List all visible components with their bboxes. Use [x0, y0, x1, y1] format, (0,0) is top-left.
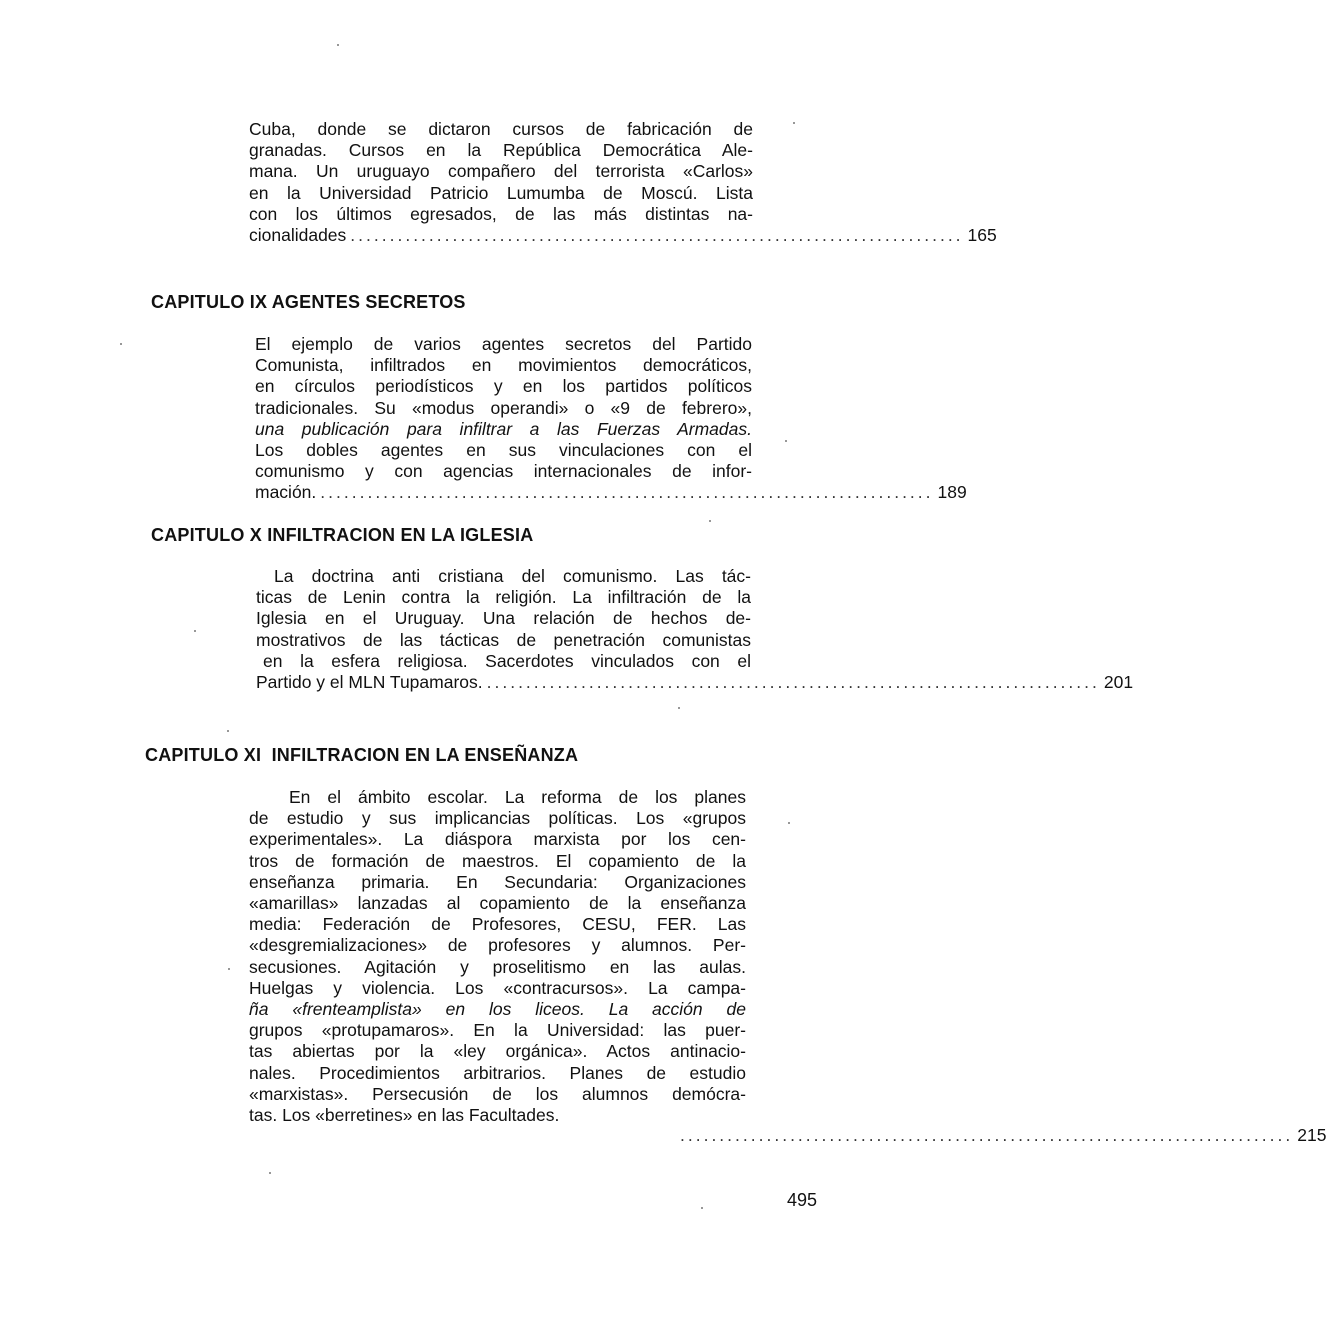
chapter-text-line: en la esfera religiosa. Sacerdotes vinculados con el	[263, 650, 751, 671]
scan-speck	[194, 630, 196, 632]
chapter-text-line: una publicación para infiltrar a las Fuerzas Armadas.	[255, 418, 752, 439]
chapter-heading: CAPITULO IX AGENTES SECRETOS	[151, 292, 466, 312]
chapter-last-line: tas. Los «berretines» en las Facultades.	[249, 1105, 560, 1126]
chapter-text-line: enseñanza primaria. En Secundaria: Organizaciones	[249, 871, 746, 892]
chapter-text-line: ticas de Lenin contra la religión. La infiltración de la	[256, 587, 751, 608]
chapter-text-line: En el ámbito escolar. La reforma de los planes	[289, 787, 746, 807]
dot-leader: ..............................................................................	[486, 672, 1100, 693]
entry-leader-line	[249, 225, 997, 246]
dot-leader: ..............................................................................	[350, 225, 964, 246]
scan-speck	[785, 440, 787, 442]
chapter-text-line: El ejemplo de varios agentes secretos del Partido	[255, 334, 752, 354]
chapter-description	[249, 787, 819, 1126]
chapter-leader-line	[676, 1125, 1326, 1146]
chapter-text-line: «marxistas». Persecusión de los alumnos demócra-	[249, 1083, 746, 1104]
scan-speck	[337, 44, 339, 46]
chapter-text-line: «desgremializaciones» de profesores y alumnos. Per-	[249, 935, 746, 956]
entry-page-number: 165	[967, 225, 997, 246]
scan-speck	[788, 822, 790, 824]
scan-speck	[120, 343, 122, 345]
chapter-text-line: nales. Procedimientos arbitrarios. Planes de estudio	[249, 1062, 746, 1083]
chapter-text-line: grupos «protupamaros». En la Universidad: las puer-	[249, 1020, 746, 1041]
chapter-text-line: comunismo y con agencias internacionales de infor-	[255, 461, 752, 482]
entry-last-line: cionalidades	[249, 225, 347, 246]
chapter-text-line: Iglesia en el Uruguay. Una relación de hechos de-	[256, 608, 751, 629]
chapter-text-line: experimentales». La diáspora marxista por los cen-	[249, 829, 746, 850]
chapter-text-line: secusiones. Agitación y proselitismo en las aulas.	[249, 956, 746, 977]
chapter-text-line: Comunista, infiltrados en movimientos democráticos,	[255, 355, 752, 376]
scan-speck	[228, 968, 230, 970]
chapter-leader-line	[255, 482, 967, 503]
chapter-page-number: 189	[937, 482, 967, 503]
chapter-text-line: Los dobles agentes en sus vinculaciones con el	[255, 440, 752, 461]
entry-text-line: granadas. Cursos en la República Democrática Ale-	[249, 140, 753, 161]
entry-text-line: mana. Un uruguayo compañero del terrorista «Carlos»	[249, 161, 753, 182]
toc-entry-continuation	[249, 119, 997, 246]
scan-speck	[709, 520, 711, 522]
chapter-text-line: mostrativos de las tácticas de penetración comunistas	[256, 629, 751, 650]
chapter-text-line: tradicionales. Su «modus operandi» o «9 de febrero»,	[255, 397, 752, 418]
chapter-text-line: La doctrina anti cristiana del comunismo. Las tác-	[274, 566, 751, 586]
chapter-page-number: 215	[1297, 1125, 1326, 1145]
entry-text-line: con los últimos egresados, de las más distintas na-	[249, 203, 753, 224]
dot-leader: ..............................................................................	[680, 1125, 1294, 1145]
page-number: 495	[787, 1190, 818, 1210]
chapter-text-line: Huelgas y violencia. Los «contracursos». La campa-	[249, 977, 746, 998]
chapter-text-line: ña «frenteamplista» en los liceos. La acción de	[249, 999, 746, 1020]
scan-speck	[269, 1172, 271, 1174]
chapter-heading: CAPITULO X INFILTRACION EN LA IGLESIA	[151, 525, 534, 545]
chapter-text-line: tas abiertas por la «ley orgánica». Actos antinacio-	[249, 1041, 746, 1062]
chapter-text-line: media: Federación de Profesores, CESU, FER. Las	[249, 914, 746, 935]
chapter-description	[255, 334, 967, 504]
chapter-text-line: tros de formación de maestros. El copamiento de la	[249, 850, 746, 871]
chapter-last-line: Partido y el MLN Tupamaros.	[256, 672, 483, 693]
entry-text-line: Cuba, donde se dictaron cursos de fabricación de	[249, 119, 753, 139]
chapter-leader-line	[256, 672, 1134, 693]
scan-speck	[678, 707, 680, 709]
entry-text-line: en la Universidad Patricio Lumumba de Moscú. Lista	[249, 182, 753, 203]
chapter-text-line: de estudio y sus implicancias políticas. Los «grupos	[249, 808, 746, 829]
chapter-text-line: en círculos periodísticos y en los partidos políticos	[255, 376, 752, 397]
chapter-last-line: mación.	[255, 482, 317, 503]
scan-speck	[227, 730, 229, 732]
dot-leader: ..............................................................................	[320, 482, 934, 503]
chapter-description	[256, 566, 1134, 693]
chapter-text-line: «amarillas» lanzadas al copamiento de la enseñanza	[249, 893, 746, 914]
chapter-heading: CAPITULO XI INFILTRACION EN LA ENSEÑANZA	[145, 745, 579, 765]
chapter-page-number: 201	[1103, 672, 1134, 693]
scan-speck	[701, 1207, 703, 1209]
scan-speck	[793, 122, 795, 124]
